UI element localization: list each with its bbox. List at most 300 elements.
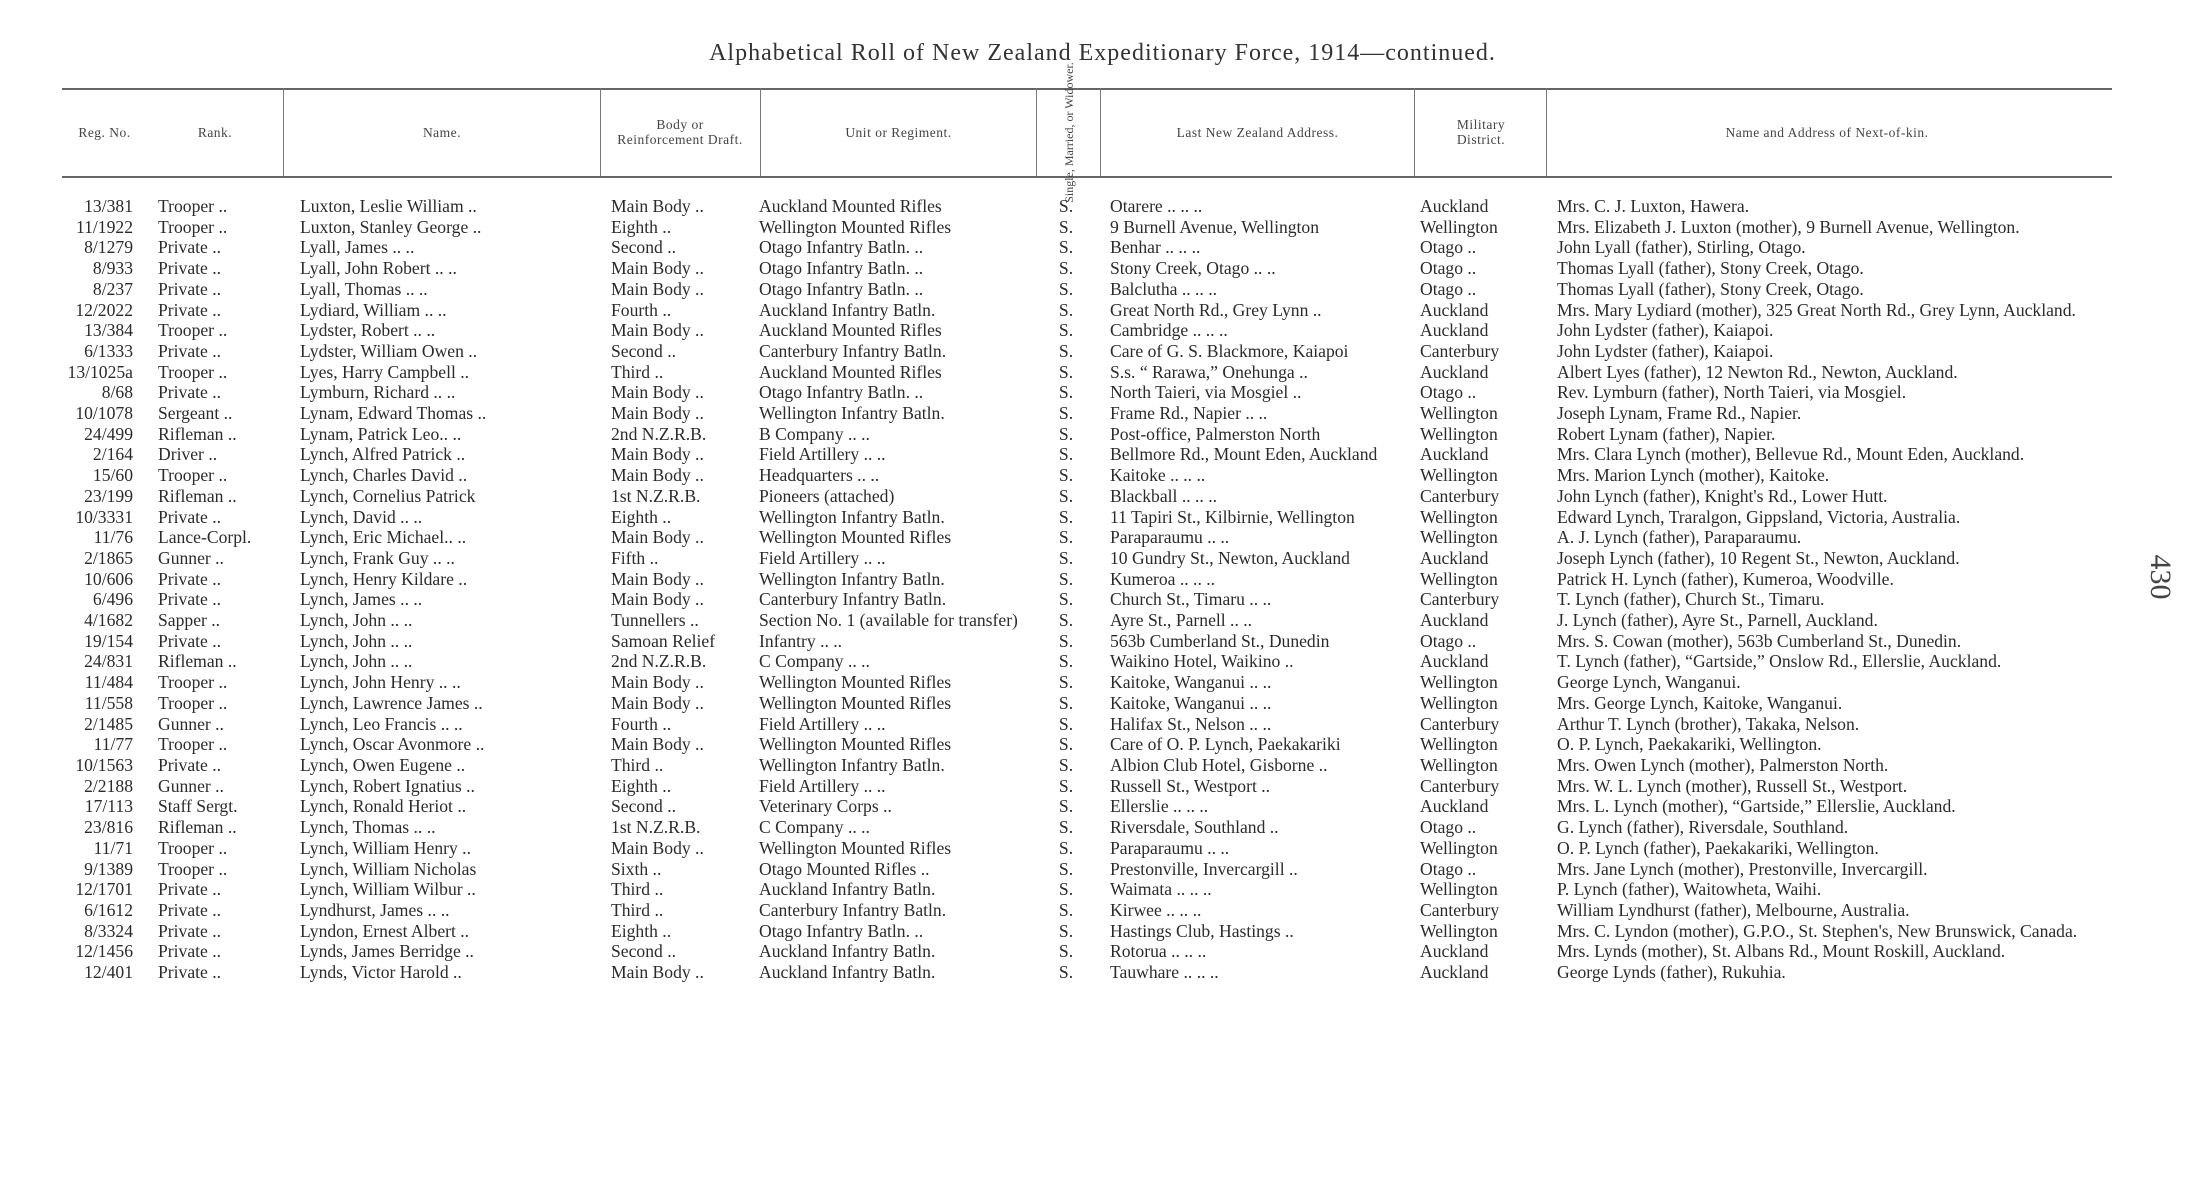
name-cell: Lynch, Charles David .. bbox=[300, 465, 468, 486]
unit-cell: Canterbury Infantry Batln. bbox=[759, 589, 947, 610]
status-cell: S. bbox=[1058, 754, 1074, 775]
column-divider bbox=[1414, 88, 1415, 176]
unit-cell: Auckland Infantry Batln. bbox=[759, 879, 936, 900]
reg-no-cell: 11/77 bbox=[93, 734, 133, 755]
rank-cell: Rifleman .. bbox=[158, 423, 237, 444]
reg-no-cell: 12/2022 bbox=[75, 299, 133, 320]
header-bottom-rule bbox=[62, 176, 2112, 178]
unit-cell: Auckland Infantry Batln. bbox=[759, 299, 936, 320]
unit-cell: Auckland Infantry Batln. bbox=[759, 941, 936, 962]
body-draft-cell: Main Body .. bbox=[611, 465, 704, 486]
rank-cell: Trooper .. bbox=[158, 858, 228, 879]
status-cell: S. bbox=[1058, 920, 1074, 941]
table-row bbox=[0, 320, 2205, 341]
status-cell: S. bbox=[1058, 361, 1074, 382]
table-row bbox=[0, 962, 2205, 983]
table-row bbox=[0, 507, 2205, 528]
table-row bbox=[0, 217, 2205, 238]
rank-cell: Trooper .. bbox=[158, 196, 228, 216]
name-cell: Lyes, Harry Campbell .. bbox=[300, 361, 470, 382]
district-cell: Wellington bbox=[1420, 403, 1498, 424]
address-cell: Great North Rd., Grey Lynn .. bbox=[1110, 299, 1322, 320]
body-draft-cell: Main Body .. bbox=[611, 444, 704, 465]
district-cell: Canterbury bbox=[1420, 485, 1500, 506]
name-cell: Lynch, John .. .. bbox=[300, 610, 413, 631]
next-of-kin-cell: Joseph Lynch (father), 10 Regent St., Newton, Auckland. bbox=[1557, 547, 1960, 568]
rank-cell: Private .. bbox=[158, 899, 222, 920]
body-draft-cell: Main Body .. bbox=[611, 692, 704, 713]
district-cell: Auckland bbox=[1420, 361, 1489, 382]
rank-cell: Sergeant .. bbox=[158, 403, 233, 424]
rank-cell: Driver .. bbox=[158, 444, 218, 465]
name-cell: Lyndon, Ernest Albert .. bbox=[300, 920, 470, 941]
reg-no-cell: 9/1389 bbox=[84, 858, 133, 879]
table-row bbox=[0, 258, 2205, 279]
name-cell: Lynch, John .. .. bbox=[300, 630, 413, 651]
table-row bbox=[0, 424, 2205, 445]
table-row bbox=[0, 589, 2205, 610]
name-cell: Lynch, William Wilbur .. bbox=[300, 879, 476, 900]
status-cell: S. bbox=[1058, 465, 1074, 486]
unit-cell: Field Artillery .. .. bbox=[759, 547, 886, 568]
address-cell: Albion Club Hotel, Gisborne .. bbox=[1110, 754, 1328, 775]
address-cell: 9 Burnell Avenue, Wellington bbox=[1110, 216, 1320, 237]
name-cell: Lymburn, Richard .. .. bbox=[300, 382, 456, 403]
reg-no-cell: 2/2188 bbox=[84, 775, 133, 796]
body-draft-cell: Samoan Relief bbox=[611, 630, 716, 651]
unit-cell: Wellington Mounted Rifles bbox=[759, 837, 952, 858]
table-row bbox=[0, 362, 2205, 383]
reg-no-cell: 15/60 bbox=[92, 465, 133, 486]
address-cell: Russell St., Westport .. bbox=[1110, 775, 1271, 796]
unit-cell: Canterbury Infantry Batln. bbox=[759, 899, 947, 920]
status-cell: S. bbox=[1058, 216, 1074, 237]
body-draft-cell: Main Body .. bbox=[611, 382, 704, 403]
unit-cell: Otago Infantry Batln. .. bbox=[759, 237, 924, 258]
unit-cell: Otago Mounted Rifles .. bbox=[759, 858, 930, 879]
name-cell: Lynch, Oscar Avonmore .. bbox=[300, 734, 485, 755]
district-cell: Wellington bbox=[1420, 465, 1498, 486]
rank-cell: Sapper .. bbox=[158, 610, 221, 631]
name-cell: Lynch, Frank Guy .. .. bbox=[300, 547, 455, 568]
header-rank: Rank. bbox=[197, 124, 233, 140]
rank-cell: Private .. bbox=[158, 754, 222, 775]
next-of-kin-cell: Mrs. Lynds (mother), St. Albans Rd., Mount Roskill, Auckland. bbox=[1557, 941, 2006, 962]
body-draft-cell: Main Body .. bbox=[611, 734, 704, 755]
address-cell: Frame Rd., Napier .. .. bbox=[1110, 403, 1268, 424]
table-row bbox=[0, 196, 2205, 217]
district-cell: Otago .. bbox=[1420, 237, 1477, 258]
reg-no-cell: 11/71 bbox=[93, 837, 133, 858]
status-cell: S. bbox=[1058, 299, 1074, 320]
body-draft-cell: Eighth .. bbox=[611, 506, 672, 527]
district-cell: Canterbury bbox=[1420, 340, 1500, 361]
rank-cell: Lance-Corpl. bbox=[158, 527, 252, 548]
address-cell: Kaitoke .. .. .. bbox=[1110, 465, 1206, 486]
district-cell: Wellington bbox=[1420, 506, 1498, 527]
next-of-kin-cell: Mrs. L. Lynch (mother), “Gartside,” Ellerslie, Auckland. bbox=[1557, 796, 1956, 817]
district-cell: Otago .. bbox=[1420, 630, 1477, 651]
table-row bbox=[0, 486, 2205, 507]
name-cell: Lyall, James .. .. bbox=[300, 237, 415, 258]
reg-no-cell: 24/831 bbox=[84, 651, 133, 672]
reg-no-cell: 6/1612 bbox=[84, 899, 133, 920]
unit-cell: Wellington Mounted Rifles bbox=[759, 527, 952, 548]
table-row bbox=[0, 714, 2205, 735]
table-row bbox=[0, 817, 2205, 838]
rank-cell: Trooper .. bbox=[158, 672, 228, 693]
district-cell: Wellington bbox=[1420, 879, 1498, 900]
status-cell: S. bbox=[1058, 796, 1074, 817]
rank-cell: Trooper .. bbox=[158, 734, 228, 755]
address-cell: Post-office, Palmerston North bbox=[1110, 423, 1321, 444]
body-draft-cell: Main Body .. bbox=[611, 672, 704, 693]
address-cell: Rotorua .. .. .. bbox=[1110, 941, 1207, 962]
reg-no-cell: 12/1701 bbox=[75, 879, 133, 900]
status-cell: S. bbox=[1058, 382, 1074, 403]
reg-no-cell: 8/1279 bbox=[84, 237, 133, 258]
next-of-kin-cell: Edward Lynch, Traralgon, Gippsland, Victoria, Australia. bbox=[1557, 506, 1961, 527]
unit-cell: Otago Infantry Batln. .. bbox=[759, 382, 924, 403]
status-cell: S. bbox=[1058, 858, 1074, 879]
body-draft-cell: Third .. bbox=[611, 879, 664, 900]
status-cell: S. bbox=[1058, 713, 1074, 734]
unit-cell: Pioneers (attached) bbox=[759, 485, 895, 506]
body-draft-cell: 2nd N.Z.R.B. bbox=[611, 423, 707, 444]
reg-no-cell: 8/237 bbox=[92, 278, 133, 299]
reg-no-cell: 10/3331 bbox=[75, 506, 133, 527]
header-address: Last New Zealand Address. bbox=[1176, 124, 1339, 140]
reg-no-cell: 13/381 bbox=[84, 196, 133, 216]
header-body-draft: Body or Reinforcement Draft. bbox=[617, 117, 743, 147]
reg-no-cell: 8/68 bbox=[101, 382, 133, 403]
body-draft-cell: Second .. bbox=[611, 796, 676, 817]
reg-no-cell: 12/401 bbox=[84, 962, 133, 983]
next-of-kin-cell: John Lydster (father), Kaiapoi. bbox=[1557, 320, 1774, 341]
next-of-kin-cell: T. Lynch (father), “Gartside,” Onslow Rd., Ellerslie, Auckland. bbox=[1557, 651, 2002, 672]
district-cell: Otago .. bbox=[1420, 817, 1477, 838]
name-cell: Lyall, Thomas .. .. bbox=[300, 278, 428, 299]
status-cell: S. bbox=[1058, 568, 1074, 589]
body-draft-cell: 1st N.Z.R.B. bbox=[611, 485, 701, 506]
address-cell: Paraparaumu .. .. bbox=[1110, 527, 1230, 548]
reg-no-cell: 6/1333 bbox=[84, 340, 133, 361]
district-cell: Auckland bbox=[1420, 547, 1489, 568]
reg-no-cell: 13/384 bbox=[84, 320, 133, 341]
name-cell: Lynch, Leo Francis .. .. bbox=[300, 713, 463, 734]
status-cell: S. bbox=[1058, 672, 1074, 693]
district-cell: Wellington bbox=[1420, 672, 1498, 693]
name-cell: Lynch, Lawrence James .. bbox=[300, 692, 483, 713]
rank-cell: Trooper .. bbox=[158, 216, 228, 237]
body-draft-cell: Fifth .. bbox=[611, 547, 659, 568]
table-row bbox=[0, 776, 2205, 797]
body-draft-cell: 2nd N.Z.R.B. bbox=[611, 651, 707, 672]
status-cell: S. bbox=[1058, 237, 1074, 258]
table-row bbox=[0, 237, 2205, 258]
reg-no-cell: 13/1025a bbox=[67, 361, 133, 382]
table-row bbox=[0, 693, 2205, 714]
status-cell: S. bbox=[1058, 278, 1074, 299]
address-cell: Bellmore Rd., Mount Eden, Auckland bbox=[1110, 444, 1378, 465]
rank-cell: Rifleman .. bbox=[158, 485, 237, 506]
body-draft-cell: Eighth .. bbox=[611, 920, 672, 941]
name-cell: Lynch, Owen Eugene .. bbox=[300, 754, 466, 775]
table-row bbox=[0, 900, 2205, 921]
rank-cell: Private .. bbox=[158, 920, 222, 941]
table-row bbox=[0, 796, 2205, 817]
district-cell: Wellington bbox=[1420, 568, 1498, 589]
name-cell: Lynch, John Henry .. .. bbox=[300, 672, 461, 693]
reg-no-cell: 11/1922 bbox=[75, 216, 133, 237]
next-of-kin-cell: Mrs. George Lynch, Kaitoke, Wanganui. bbox=[1557, 692, 1843, 713]
body-draft-cell: Main Body .. bbox=[611, 278, 704, 299]
body-draft-cell: Tunnellers .. bbox=[611, 610, 699, 631]
status-cell: S. bbox=[1058, 734, 1074, 755]
address-cell: Benhar .. .. .. bbox=[1110, 237, 1201, 258]
header-name: Name. bbox=[422, 124, 462, 140]
name-cell: Lynch, Eric Michael.. .. bbox=[300, 527, 467, 548]
next-of-kin-cell: John Lynch (father), Knight's Rd., Lower Hutt. bbox=[1557, 485, 1888, 506]
unit-cell: Veterinary Corps .. bbox=[759, 796, 892, 817]
next-of-kin-cell: Arthur T. Lynch (brother), Takaka, Nelson. bbox=[1557, 713, 1860, 734]
status-cell: S. bbox=[1058, 403, 1074, 424]
name-cell: Lynds, James Berridge .. bbox=[300, 941, 474, 962]
reg-no-cell: 8/933 bbox=[92, 258, 133, 279]
name-cell: Lyall, John Robert .. .. bbox=[300, 258, 457, 279]
address-cell: Care of O. P. Lynch, Paekakariki bbox=[1110, 734, 1341, 755]
district-cell: Auckland bbox=[1420, 299, 1489, 320]
address-cell: Kaitoke, Wanganui .. .. bbox=[1110, 692, 1272, 713]
district-cell: Otago .. bbox=[1420, 382, 1477, 403]
name-cell: Lynds, Victor Harold .. bbox=[300, 962, 462, 983]
status-cell: S. bbox=[1058, 630, 1074, 651]
address-cell: Kirwee .. .. .. bbox=[1110, 899, 1202, 920]
rank-cell: Staff Sergt. bbox=[158, 796, 238, 817]
body-draft-cell: 1st N.Z.R.B. bbox=[611, 817, 701, 838]
name-cell: Lydiard, William .. .. bbox=[300, 299, 447, 320]
next-of-kin-cell: Mrs. Owen Lynch (mother), Palmerston North. bbox=[1557, 754, 1889, 775]
name-cell: Lynch, Alfred Patrick .. bbox=[300, 444, 466, 465]
next-of-kin-cell: Rev. Lymburn (father), North Taieri, via Mosgiel. bbox=[1557, 382, 1907, 403]
address-cell: Balclutha .. .. .. bbox=[1110, 278, 1218, 299]
next-of-kin-cell: George Lynds (father), Rukuhia. bbox=[1557, 962, 1786, 983]
next-of-kin-cell: George Lynch, Wanganui. bbox=[1557, 672, 1741, 693]
next-of-kin-cell: J. Lynch (father), Ayre St., Parnell, Auckland. bbox=[1557, 610, 1878, 631]
next-of-kin-cell: Thomas Lyall (father), Stony Creek, Otago. bbox=[1557, 258, 1864, 279]
address-cell: North Taieri, via Mosgiel .. bbox=[1110, 382, 1302, 403]
table-row bbox=[0, 734, 2205, 755]
table-row bbox=[0, 548, 2205, 569]
unit-cell: Auckland Mounted Rifles bbox=[759, 196, 942, 216]
status-cell: S. bbox=[1058, 506, 1074, 527]
name-cell: Lynch, William Henry .. bbox=[300, 837, 471, 858]
status-cell: S. bbox=[1058, 258, 1074, 279]
district-cell: Otago .. bbox=[1420, 858, 1477, 879]
address-cell: Halifax St., Nelson .. .. bbox=[1110, 713, 1272, 734]
district-cell: Auckland bbox=[1420, 796, 1489, 817]
address-cell: Waikino Hotel, Waikino .. bbox=[1110, 651, 1294, 672]
next-of-kin-cell: Joseph Lynam, Frame Rd., Napier. bbox=[1557, 403, 1802, 424]
status-cell: S. bbox=[1058, 692, 1074, 713]
unit-cell: Auckland Infantry Batln. bbox=[759, 962, 936, 983]
rank-cell: Private .. bbox=[158, 589, 222, 610]
district-cell: Auckland bbox=[1420, 962, 1489, 983]
rank-cell: Private .. bbox=[158, 630, 222, 651]
name-cell: Lynch, Thomas .. .. bbox=[300, 817, 436, 838]
next-of-kin-cell: Mrs. Jane Lynch (mother), Prestonville, Invercargill. bbox=[1557, 858, 1928, 879]
reg-no-cell: 17/113 bbox=[84, 796, 133, 817]
table-row bbox=[0, 465, 2205, 486]
status-cell: S. bbox=[1058, 547, 1074, 568]
rank-cell: Private .. bbox=[158, 237, 222, 258]
status-cell: S. bbox=[1058, 320, 1074, 341]
name-cell: Lydster, William Owen .. bbox=[300, 340, 478, 361]
name-cell: Lynch, John .. .. bbox=[300, 651, 413, 672]
district-cell: Auckland bbox=[1420, 444, 1489, 465]
table-row bbox=[0, 382, 2205, 403]
next-of-kin-cell: John Lyall (father), Stirling, Otago. bbox=[1557, 237, 1806, 258]
status-cell: S. bbox=[1058, 589, 1074, 610]
rank-cell: Private .. bbox=[158, 941, 222, 962]
unit-cell: C Company .. .. bbox=[759, 651, 870, 672]
body-draft-cell: Third .. bbox=[611, 899, 664, 920]
district-cell: Wellington bbox=[1420, 920, 1498, 941]
table-row bbox=[0, 651, 2205, 672]
district-cell: Auckland bbox=[1420, 651, 1489, 672]
name-cell: Lynch, David .. .. bbox=[300, 506, 423, 527]
next-of-kin-cell: Mrs. Clara Lynch (mother), Bellevue Rd., Mount Eden, Auckland. bbox=[1557, 444, 2025, 465]
status-cell: S. bbox=[1058, 196, 1074, 216]
address-cell: Church St., Timaru .. .. bbox=[1110, 589, 1272, 610]
next-of-kin-cell: Mrs. C. Lyndon (mother), G.P.O., St. Stephen's, New Brunswick, Canada. bbox=[1557, 920, 2078, 941]
next-of-kin-cell: Mrs. W. L. Lynch (mother), Russell St., Westport. bbox=[1557, 775, 1908, 796]
body-draft-cell: Third .. bbox=[611, 361, 664, 382]
address-cell: Kaitoke, Wanganui .. .. bbox=[1110, 672, 1272, 693]
next-of-kin-cell: Mrs. C. J. Luxton, Hawera. bbox=[1557, 196, 1750, 216]
rank-cell: Private .. bbox=[158, 382, 222, 403]
reg-no-cell: 10/1078 bbox=[75, 403, 133, 424]
district-cell: Wellington bbox=[1420, 527, 1498, 548]
table-row bbox=[0, 921, 2205, 942]
unit-cell: Headquarters .. .. bbox=[759, 465, 880, 486]
name-cell: Lyndhurst, James .. .. bbox=[300, 899, 450, 920]
unit-cell: Wellington Infantry Batln. bbox=[759, 754, 945, 775]
status-cell: S. bbox=[1058, 817, 1074, 838]
district-cell: Wellington bbox=[1420, 734, 1498, 755]
address-cell: Tauwhare .. .. .. bbox=[1110, 962, 1219, 983]
status-cell: S. bbox=[1058, 651, 1074, 672]
next-of-kin-cell: Robert Lynam (father), Napier. bbox=[1557, 423, 1776, 444]
name-cell: Lynch, Robert Ignatius .. bbox=[300, 775, 475, 796]
address-cell: Riversdale, Southland .. bbox=[1110, 817, 1279, 838]
rank-cell: Rifleman .. bbox=[158, 651, 237, 672]
unit-cell: Auckland Mounted Rifles bbox=[759, 320, 942, 341]
unit-cell: Field Artillery .. .. bbox=[759, 444, 886, 465]
unit-cell: Wellington Infantry Batln. bbox=[759, 403, 945, 424]
rank-cell: Trooper .. bbox=[158, 361, 228, 382]
reg-no-cell: 8/3324 bbox=[84, 920, 133, 941]
address-cell: Waimata .. .. .. bbox=[1110, 879, 1212, 900]
header-status: Single, Married, or Widower. bbox=[1061, 61, 1076, 203]
address-cell: Otarere .. .. .. bbox=[1110, 196, 1203, 216]
table-row bbox=[0, 941, 2205, 962]
next-of-kin-cell: Mrs. S. Cowan (mother), 563b Cumberland St., Dunedin. bbox=[1557, 630, 1962, 651]
reg-no-cell: 23/199 bbox=[84, 485, 133, 506]
district-cell: Canterbury bbox=[1420, 589, 1500, 610]
unit-cell: Otago Infantry Batln. .. bbox=[759, 920, 924, 941]
unit-cell: Infantry .. .. bbox=[759, 630, 843, 651]
reg-no-cell: 12/1456 bbox=[75, 941, 133, 962]
unit-cell: Wellington Mounted Rifles bbox=[759, 216, 952, 237]
unit-cell: Wellington Infantry Batln. bbox=[759, 506, 945, 527]
reg-no-cell: 6/496 bbox=[92, 589, 133, 610]
reg-no-cell: 23/816 bbox=[84, 817, 133, 838]
next-of-kin-cell: Thomas Lyall (father), Stony Creek, Otago. bbox=[1557, 278, 1864, 299]
body-draft-cell: Second .. bbox=[611, 340, 676, 361]
status-cell: S. bbox=[1058, 444, 1074, 465]
next-of-kin-cell: Patrick H. Lynch (father), Kumeroa, Woodville. bbox=[1557, 568, 1894, 589]
status-cell: S. bbox=[1058, 941, 1074, 962]
rank-cell: Gunner .. bbox=[158, 547, 224, 568]
body-draft-cell: Fourth .. bbox=[611, 299, 672, 320]
reg-no-cell: 2/1485 bbox=[84, 713, 133, 734]
address-cell: Ayre St., Parnell .. .. bbox=[1110, 610, 1253, 631]
next-of-kin-cell: Mrs. Mary Lydiard (mother), 325 Great North Rd., Grey Lynn, Auckland. bbox=[1557, 299, 2076, 320]
rank-cell: Rifleman .. bbox=[158, 817, 237, 838]
unit-cell: Field Artillery .. .. bbox=[759, 775, 886, 796]
address-cell: Ellerslie .. .. .. bbox=[1110, 796, 1209, 817]
body-draft-cell: Main Body .. bbox=[611, 837, 704, 858]
next-of-kin-cell: Albert Lyes (father), 12 Newton Rd., Newton, Auckland. bbox=[1557, 361, 1958, 382]
next-of-kin-cell: John Lydster (father), Kaiapoi. bbox=[1557, 340, 1774, 361]
unit-cell: Field Artillery .. .. bbox=[759, 713, 886, 734]
table-row bbox=[0, 838, 2205, 859]
unit-cell: B Company .. .. bbox=[759, 423, 870, 444]
table-row bbox=[0, 279, 2205, 300]
body-draft-cell: Second .. bbox=[611, 237, 676, 258]
rank-cell: Private .. bbox=[158, 879, 222, 900]
column-divider bbox=[600, 88, 601, 176]
status-cell: S. bbox=[1058, 423, 1074, 444]
unit-cell: Wellington Mounted Rifles bbox=[759, 672, 952, 693]
status-cell: S. bbox=[1058, 610, 1074, 631]
table-row bbox=[0, 879, 2205, 900]
rank-cell: Gunner .. bbox=[158, 713, 224, 734]
name-cell: Lynch, James .. .. bbox=[300, 589, 423, 610]
next-of-kin-cell: O. P. Lynch, Paekakariki, Wellington. bbox=[1557, 734, 1822, 755]
name-cell: Luxton, Leslie William .. bbox=[300, 196, 477, 216]
address-cell: Hastings Club, Hastings .. bbox=[1110, 920, 1294, 941]
district-cell: Wellington bbox=[1420, 837, 1498, 858]
next-of-kin-cell: Mrs. Elizabeth J. Luxton (mother), 9 Burnell Avenue, Wellington. bbox=[1557, 216, 2020, 237]
table-row bbox=[0, 444, 2205, 465]
body-draft-cell: Main Body .. bbox=[611, 196, 704, 216]
rank-cell: Private .. bbox=[158, 568, 222, 589]
name-cell: Lynch, Henry Kildare .. bbox=[300, 568, 468, 589]
table-row bbox=[0, 300, 2205, 321]
table-row bbox=[0, 859, 2205, 880]
reg-no-cell: 11/558 bbox=[84, 692, 133, 713]
body-draft-cell: Main Body .. bbox=[611, 568, 704, 589]
table-row bbox=[0, 527, 2205, 548]
rank-cell: Private .. bbox=[158, 506, 222, 527]
status-cell: S. bbox=[1058, 899, 1074, 920]
body-draft-cell: Sixth .. bbox=[611, 858, 662, 879]
page-title: Alphabetical Roll of New Zealand Expeditionary Force, 1914—continued. bbox=[709, 40, 1496, 66]
rank-cell: Private .. bbox=[158, 278, 222, 299]
body-draft-cell: Eighth .. bbox=[611, 216, 672, 237]
